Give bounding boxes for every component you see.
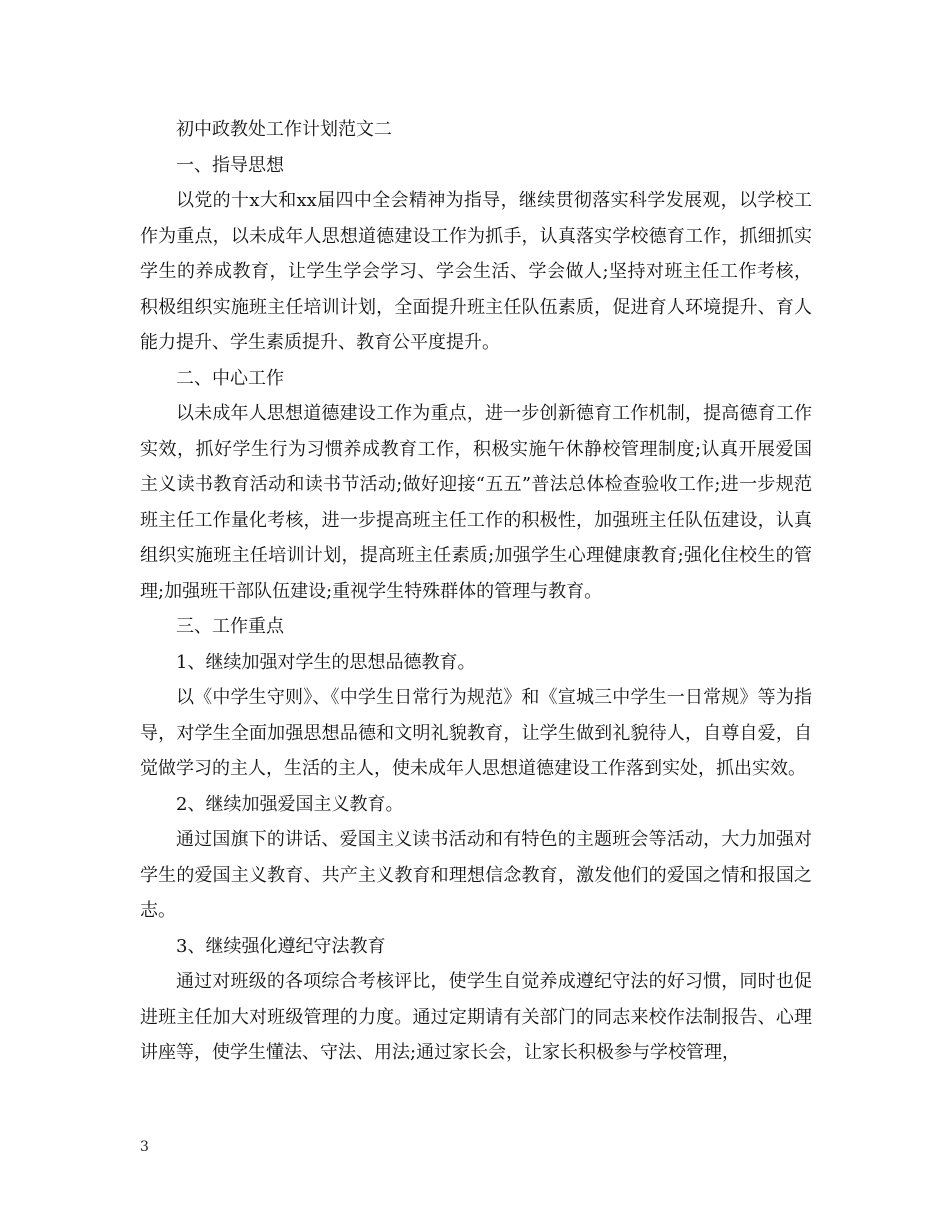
subsection-heading: 3、继续强化遵纪守法教育 (176, 935, 386, 957)
body-paragraph: 以未成年人思想道德建设工作为重点，进一步创新德育工作机制，提高德育工作实效，抓好学生行为习惯养成教育工作，积极实施午休静校管理制度;认真开展爱国主义读书教育活动和读书节活动;做好迎接“五五”普法总体检查验收工作;进一步规范班主任工作量化考核，进一步提高班主任工作的积极性，加强班主任队伍建设，认真组织实施班主任培训计划，提高班主任素质;加强学生心理健康教育;强化住校生的管理;加强班干部队伍建设;重视学生特殊群体的管理与教育。 (140, 403, 812, 602)
document-body (140, 112, 812, 1071)
section-heading: 二、中心工作 (176, 367, 284, 389)
body-paragraph: 以《中学生守则》、《中学生日常行为规范》和《宣城三中学生一日常规》等为指导，对学生全面加强思想品德和文明礼貌教育，让学生做到礼貌待人，自尊自爱，自觉做学习的主人，生活的主人，使未成年人思想道德建设工作落到实处，抓出实效。 (140, 687, 812, 779)
section-heading: 三、工作重点 (176, 616, 284, 637)
document-title: 初中政教处工作计划范文二 (176, 119, 392, 140)
body-paragraph: 以党的十x大和xx届四中全会精神为指导，继续贯彻落实科学发展观，以学校工作为重点，以未成年人思想道德建设工作为抓手，认真落实学校德育工作，抓细抓实学生的养成教育，让学生学会学习、学会生活、学会做人;坚持对班主任工作考核，积极组织实施班主任培训计划，全面提升班主任队伍素质，促进育人环境提升、育人能力提升、学生素质提升、教育公平度提升。 (140, 190, 812, 353)
body-paragraph: 通过国旗下的讲话、爱国主义读书活动和有特色的主题班会等活动，大力加强对学生的爱国主义教育、共产主义教育和理想信念教育，激发他们的爱国之情和报国之志。 (140, 829, 812, 921)
section-heading: 一、指导思想 (176, 154, 284, 176)
body-paragraph: 通过对班级的各项综合考核评比，使学生自觉养成遵纪守法的好习惯，同时也促进班主任加大对班级管理的力度。通过定期请有关部门的同志来校作法制报告、心理讲座等，使学生懂法、守法、用法;通过家长会，让家长积极参与学校管理， (140, 971, 812, 1063)
page-number: 3 (140, 1139, 149, 1155)
subsection-heading: 2、继续加强爱国主义教育。 (176, 793, 404, 815)
subsection-heading: 1、继续加强对学生的思想品德教育。 (176, 651, 476, 673)
